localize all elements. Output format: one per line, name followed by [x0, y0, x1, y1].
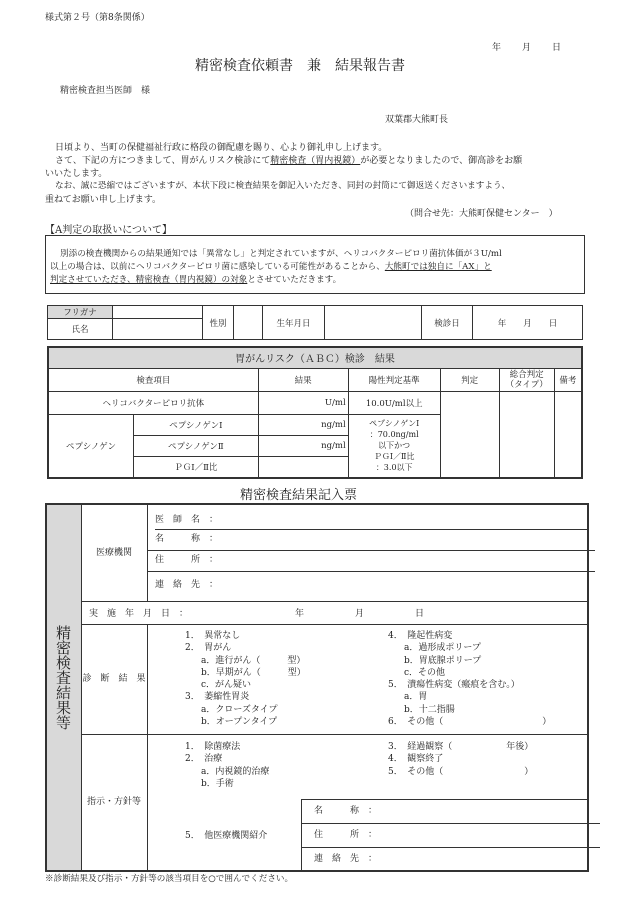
judgement-field[interactable] — [440, 392, 499, 478]
addressee: 精密検査担当医師 様 — [60, 86, 151, 96]
exam-date-field[interactable]: 年 月 日 — [473, 306, 583, 340]
diag-2a[interactable]: a．進行がん（ 型） — [201, 655, 306, 666]
pg-criteria-line-1: ペプシノゲンⅠ — [369, 419, 420, 429]
diag-3b[interactable]: b．オープンタイプ — [201, 717, 278, 728]
results-side-panel — [47, 505, 82, 870]
notice-box — [45, 235, 585, 294]
diag-3[interactable]: 3． 萎縮性胃炎 — [185, 692, 250, 703]
date-year: 年 — [492, 43, 502, 53]
institution-divider-top — [147, 505, 148, 530]
letter-line-2-a: さて、下記の方につきまして、胃がんリスク検診にて — [55, 156, 271, 166]
results-title: 精密検査結果記入票 — [240, 488, 358, 503]
inst-1[interactable]: 1． 除菌療法 — [185, 742, 241, 752]
notice-line-2-underline: 大熊町では独自に「AX」と — [384, 262, 492, 272]
instruction-left-list — [185, 741, 269, 790]
abc-row-hp — [48, 392, 582, 414]
notice-line-3 — [50, 273, 341, 285]
pg-criteria-line-4: ＰＧⅠ／Ⅱ比 — [373, 452, 415, 462]
letter-line-5: 重ねてお願い申し上げます。 — [45, 195, 162, 205]
date-month: 月 — [522, 43, 532, 53]
notice-line-3-underline: 判定させていただき、精密検査（胃内視鏡）の対象 — [50, 275, 248, 285]
page-title: 精密検査依頼書 兼 結果報告書 — [195, 58, 405, 74]
letter-line-1: 日頃より、当町の保健福祉行政に格段の御配慮を賜り、心より御礼申し上げます。 — [55, 143, 388, 153]
pg-group-label: ペプシノゲン — [48, 414, 134, 478]
pg2-unit[interactable]: ng/ml — [258, 436, 348, 457]
exam-date-day: 日 — [415, 609, 425, 619]
abc-title: 胃がんリスク（ＡＢＣ）検診 結果 — [48, 347, 582, 368]
institution-divider — [147, 530, 148, 601]
exam-date-month: 月 — [355, 609, 365, 619]
patient-table — [47, 305, 583, 340]
notice-line-2 — [50, 260, 492, 272]
notice-heading: 【A判定の取扱いについて】 — [45, 225, 173, 236]
inst-4[interactable]: 4． 観察終了 — [388, 754, 444, 765]
referral-name-field[interactable]: 名 称 ： — [302, 800, 600, 824]
referral-label[interactable]: 5． 他医療機関紹介 — [185, 831, 268, 841]
doctor-field[interactable]: 医 師 名 ： — [155, 512, 587, 530]
abc-col-judgement: 判定 — [440, 368, 499, 392]
diagnosis-options[interactable] — [148, 624, 587, 734]
exam-date-label2: 実 施 年 月 日 ： — [89, 609, 189, 619]
pg1-label: ペプシノゲンⅠ — [134, 414, 259, 435]
abc-col-criteria: 陽性判定基準 — [348, 368, 440, 392]
pg2-label: ペプシノゲンⅡ — [134, 436, 259, 457]
name-label: 氏名 — [48, 319, 113, 340]
letter-line-2 — [55, 153, 522, 166]
dob-field[interactable] — [325, 306, 422, 340]
notice-line-3-b: とさせていただきます。 — [247, 275, 342, 285]
diag-5b[interactable]: b．十二指腸 — [404, 704, 455, 715]
pg-ratio-label: ＰＧⅠ／Ⅱ比 — [134, 457, 259, 478]
referral-contact-field[interactable]: 連 絡 先 ： — [314, 854, 378, 864]
notice-line-1: 別添の検査機関からの結果通知では「異常なし」と判定されていますが、ヘリコバクターピロリ菌抗体価が３U/ml — [60, 249, 502, 259]
name-field[interactable] — [113, 319, 203, 340]
referral-address-field[interactable]: 住 所 ： — [302, 824, 600, 848]
contact: （問合せ先：大熊町保健センター ） — [405, 209, 558, 219]
exam-date-year: 年 — [295, 609, 305, 619]
inst-3[interactable]: 3． 経過観察（ 年後） — [388, 742, 534, 752]
diag-4c[interactable]: c．その他 — [404, 667, 446, 678]
form-number: 様式第２号（第8条関係） — [45, 13, 150, 23]
inst-address-field[interactable]: 住 所 ： — [147, 551, 595, 572]
date-day: 日 — [552, 43, 562, 53]
inst-2b[interactable]: b．手術 — [201, 778, 234, 789]
exam-date-label: 検診日 — [422, 306, 473, 340]
abc-col-remarks: 備考 — [554, 368, 582, 392]
notice-line-2-a: 以上の場合は、以前にヘリコバクターピロリ菌に感染している可能性があることから、 — [50, 262, 385, 272]
diagnosis-right-list — [388, 630, 551, 728]
hp-unit[interactable]: U/ml — [258, 392, 348, 414]
overall-field[interactable] — [499, 392, 554, 478]
abc-header-row — [48, 368, 582, 392]
diag-5[interactable]: 5． 潰瘍性病変（瘢痕を含む。） — [388, 680, 520, 691]
diagnosis-left-list — [185, 630, 306, 728]
exam-date-row[interactable] — [81, 601, 587, 625]
diag-2c[interactable]: c．がん疑い — [201, 680, 252, 691]
diag-3a[interactable]: a．クローズタイプ — [201, 704, 278, 715]
abc-col-result: 結果 — [258, 368, 348, 392]
remarks-field[interactable] — [554, 392, 582, 478]
diag-6[interactable]: 6． その他（ ） — [388, 717, 552, 728]
diag-4a[interactable]: a．過形成ポリープ — [404, 643, 481, 654]
inst-contact-field[interactable]: 連 絡 先 ： — [155, 580, 219, 590]
hp-criteria: 10.0U/ml以上 — [348, 392, 440, 414]
abc-table — [47, 346, 583, 479]
hp-label: ヘリコバクターピロリ抗体 — [48, 392, 258, 414]
letter-line-2-underline: 精密検査（胃内視鏡） — [270, 156, 361, 166]
footnote: ※診断結果及び指示・方針等の該当項目を○で囲んでください。 — [45, 874, 294, 884]
sender: 双葉郡大熊町長 — [385, 115, 449, 125]
diag-5a[interactable]: a．胃 — [404, 692, 428, 703]
inst-name-field[interactable]: 名 称 ： — [147, 530, 595, 551]
sex-label: 性別 — [203, 306, 234, 340]
diag-2[interactable]: 2． 胃がん — [185, 643, 232, 654]
instruction-right-list — [388, 741, 533, 778]
dob-label: 生年月日 — [263, 306, 325, 340]
inst-2a[interactable]: a．内視鏡的治療 — [201, 766, 270, 777]
inst-2[interactable]: 2． 治療 — [185, 754, 223, 765]
furigana-label: フリガナ — [48, 306, 113, 319]
instruction-label: 指示・方針等 — [81, 735, 148, 870]
diag-4b[interactable]: b．胃底腺ポリープ — [404, 655, 482, 666]
pg-criteria — [348, 414, 440, 478]
diagnosis-label: 診 断 結 果 — [81, 624, 148, 734]
diag-2b[interactable]: b．早期がん（ 型） — [201, 667, 306, 678]
letter-line-2-b: が必要となりましたので、御高診をお願 — [360, 156, 523, 166]
abc-col-overall: 総合判定（タイプ） — [499, 368, 554, 392]
inst-5[interactable]: 5． その他（ ） — [388, 766, 534, 777]
pg-criteria-line-3: 以下かつ — [378, 441, 411, 451]
sex-field[interactable] — [234, 306, 263, 340]
institution-fields — [147, 505, 587, 601]
letter-line-4: なお、誠に恐縮ではございますが、本状下段に検査結果を御記入いただき、同封の封筒にて御返送くださいますよう、 — [55, 181, 511, 191]
instruction-options[interactable] — [148, 735, 587, 870]
pg-criteria-line-5: ：3.0以下 — [375, 463, 413, 473]
results-side-label: 精密検査結果等 — [54, 625, 72, 730]
diag-1[interactable]: 1． 異常なし — [185, 631, 241, 641]
referral-table — [301, 799, 588, 871]
pg-criteria-line-2: ：70.0ng/ml — [369, 430, 419, 440]
furigana-field[interactable] — [113, 306, 203, 319]
institution-label: 医療機関 — [81, 505, 148, 601]
pg-ratio-field[interactable] — [258, 457, 348, 478]
diag-4[interactable]: 4． 隆起性病変 — [388, 631, 453, 641]
abc-col-item: 検査項目 — [48, 368, 258, 392]
letter-line-3: いいたします。 — [45, 169, 108, 179]
results-frame — [45, 503, 589, 872]
pg1-unit[interactable]: ng/ml — [258, 414, 348, 435]
